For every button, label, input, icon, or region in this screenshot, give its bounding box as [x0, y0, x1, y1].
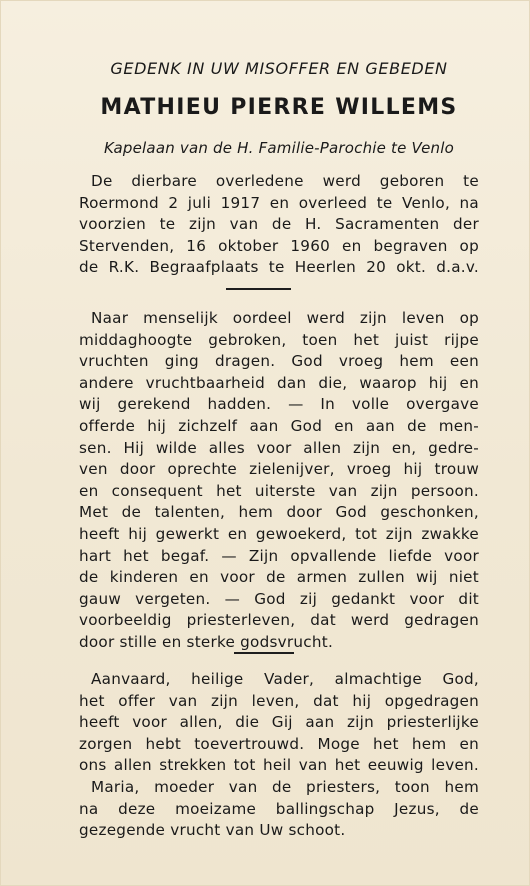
text-line: middaghoogte gebroken, toen het juist rijpe	[79, 330, 479, 349]
text-line: ons allen strekken tot heil van het eeuwig leven.	[79, 756, 479, 775]
text-line: door stille en sterke godsvrucht.	[79, 632, 334, 651]
paragraph-biography	[79, 171, 479, 279]
text-line: de kinderen en voor de armen zullen wij niet	[79, 568, 479, 587]
deceased-name: MATHIEU PIERRE WILLEMS	[100, 95, 458, 120]
text-line: gezegende vrucht van Uw schoot.	[79, 821, 346, 840]
text-line: zorgen hebt toevertrouwd. Moge het hem en	[79, 734, 479, 753]
divider-line	[226, 288, 291, 290]
divider-line	[234, 652, 294, 654]
text-line: heeft voor allen, die Gij aan zijn priesterlijke	[79, 713, 479, 732]
text-line: voorbeeldig priesterleven, dat werd gedragen	[79, 611, 479, 630]
text-line: heeft hij gewerkt en gewoekerd, tot zijn zwakke	[79, 524, 479, 543]
text-line: andere vruchtbaarheid dan die, waarop hij en	[79, 373, 479, 392]
text-line: sen. Hij wilde alles voor allen zijn en, gedre-	[79, 438, 479, 457]
text-line: na deze moeizame ballingschap Jezus, de	[79, 799, 479, 818]
text-line: Maria, moeder van de priesters, toon hem	[91, 777, 479, 796]
text-line: Aanvaard, heilige Vader, almachtige God,	[91, 670, 479, 688]
text-line: en consequent het uiterste van zijn persoon.	[79, 481, 479, 500]
text-line: de R.K. Begraafplaats te Heerlen 20 okt. d.a.v.	[79, 258, 479, 277]
text-line: De dierbare overledene werd geboren te	[91, 172, 479, 190]
text-line: Roermond 2 juli 1917 en overleed te Venlo, na	[79, 193, 479, 212]
deceased-role: Kapelaan van de H. Familie-Parochie te Venlo	[104, 139, 454, 157]
text-line: offerde hij zichzelf aan God en aan de men-	[79, 416, 479, 435]
paragraph-tribute	[79, 308, 479, 654]
text-line: gauw vergeten. — God zij gedankt voor dit	[79, 589, 479, 608]
text-line: Naar menselijk oordeel werd zijn leven op	[91, 309, 479, 327]
text-line: Met de talenten, hem door God geschonken,	[79, 503, 479, 522]
paragraph-prayer	[79, 669, 479, 842]
text-line: voorzien te zijn van de H. Sacramenten der	[79, 215, 479, 234]
text-line: wij gerekend hadden. — In volle overgave	[79, 395, 479, 414]
text-line: het offer van zijn leven, dat hij opgedragen	[79, 691, 479, 710]
text-line: ven door oprechte zielenijver, vroeg hij trouw	[79, 460, 479, 479]
text-line: hart het begaf. — Zijn opvallende liefde voor	[79, 546, 479, 565]
card-header: GEDENK IN UW MISOFFER EN GEBEDEN	[110, 59, 448, 78]
text-line: Stervenden, 16 oktober 1960 en begraven op	[79, 236, 479, 255]
text-line: vruchten ging dragen. God vroeg hem een	[79, 352, 479, 371]
